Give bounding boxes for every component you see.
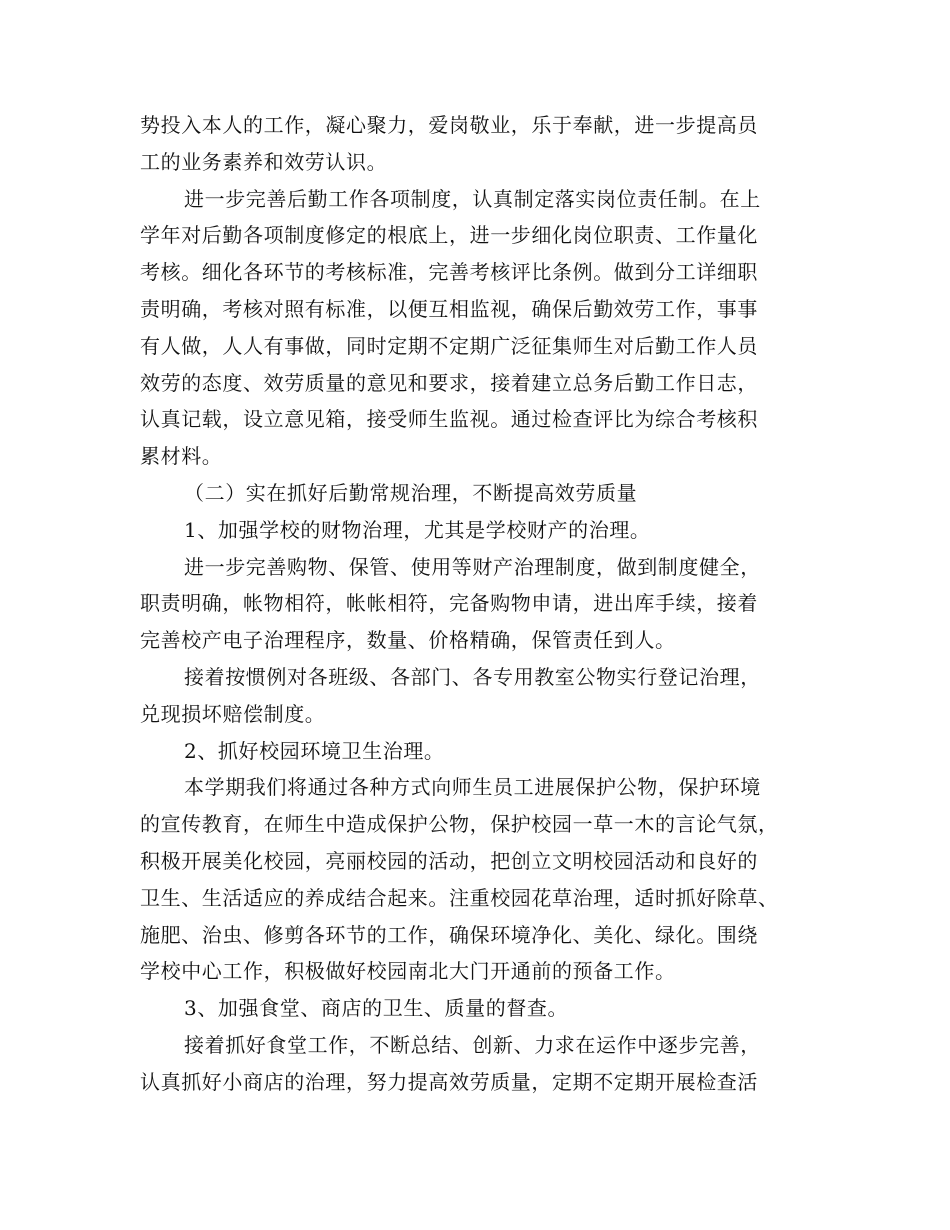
subsection-heading: 1、加强学校的财物治理，尤其是学校财产的治理。	[184, 517, 651, 542]
text-line: 工的业务素养和效劳认识。	[140, 149, 388, 174]
text-line: 势投入本人的工作，凝心聚力，爱岗敬业，乐于奉献，进一步提高员	[140, 113, 758, 137]
text-line: 的宣传教育，在师生中造成保护公物，保护校园一草一木的言论气氛，	[140, 812, 779, 837]
text-line: 责明确，考核对照有标准，以便互相监视，确保后勤效劳工作，事事	[140, 296, 758, 321]
text-line: 完善校产电子治理程序，数量、价格精确，保管责任到人。	[140, 628, 676, 653]
text-line: 卫生、生活适应的养成结合起来。注重校园花草治理，适时抓好除草、	[140, 885, 779, 910]
paragraph-start-line: 进一步完善购物、保管、使用等财产治理制度，做到制度健全，	[184, 554, 761, 579]
section-heading: （二）实在抓好后勤常规治理，不断提高效劳质量	[184, 480, 638, 505]
text-line: 学校中心工作，积极做好校园南北大门开通前的预备工作。	[140, 959, 676, 984]
text-line: 累材料。	[140, 444, 223, 469]
text-line: 认真记载，设立意见箱，接受师生监视。通过检查评比为综合考核积	[140, 407, 758, 432]
subsection-heading: 2、抓好校园环境卫生治理。	[184, 738, 445, 763]
paragraph-start-line: 接着抓好食堂工作，不断总结、创新、力求在运作中逐步完善，	[184, 1032, 761, 1057]
text-line: 兑现损坏赔偿制度。	[140, 701, 326, 726]
paragraph-start-line: 进一步完善后勤工作各项制度，认真制定落实岗位责任制。在上	[184, 186, 761, 211]
text-line: 学年对后勤各项制度修定的根底上，进一步细化岗位职责、工作量化	[140, 223, 758, 248]
text-line: 积极开展美化校园，亮丽校园的活动，把创立文明校园活动和良好的	[140, 848, 758, 873]
text-line: 考核。细化各环节的考核标准，完善考核评比条例。做到分工详细职	[140, 260, 758, 285]
text-line: 有人做，人人有事做，同时定期不定期广泛征集师生对后勤工作人员	[140, 333, 758, 358]
document-body	[140, 107, 820, 1101]
paragraph-start-line: 接着按惯例对各班级、各部门、各专用教室公物实行登记治理，	[184, 664, 761, 689]
subsection-heading: 3、加强食堂、商店的卫生、质量的督查。	[184, 996, 569, 1021]
text-line: 施肥、治虫、修剪各环节的工作，确保环境净化、美化、绿化。围绕	[140, 922, 758, 947]
paragraph-start-line: 本学期我们将通过各种方式向师生员工进展保护公物，保护环境	[184, 775, 761, 800]
text-line: 职责明确，帐物相符，帐帐相符，完备购物申请，进出库手续，接着	[140, 591, 758, 616]
text-line: 认真抓好小商店的治理，努力提高效劳质量，定期不定期开展检查活	[140, 1069, 758, 1094]
text-line: 效劳的态度、效劳质量的意见和要求，接着建立总务后勤工作日志，	[140, 370, 758, 395]
